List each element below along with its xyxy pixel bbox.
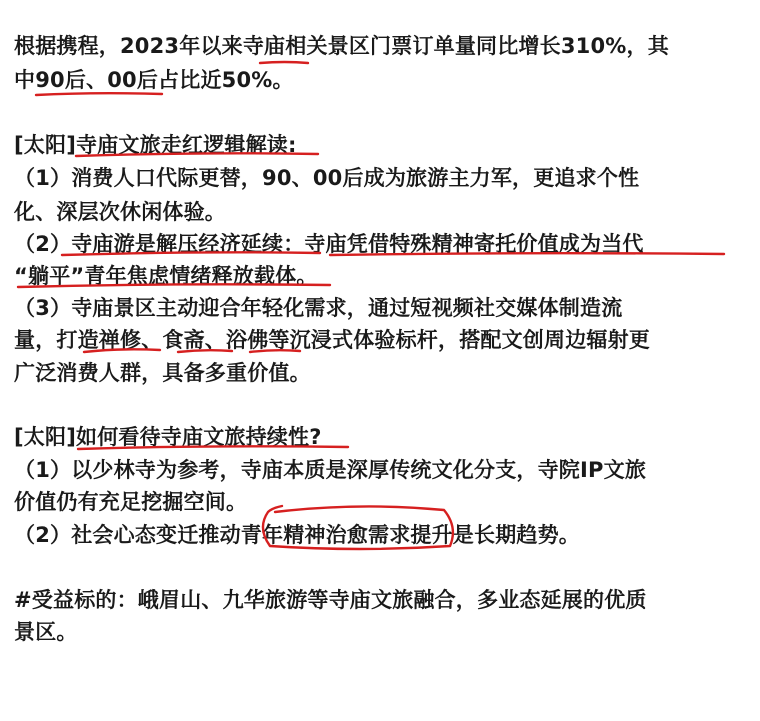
- intro-line-1: 根据携程，2023年以来寺庙相关景区门票订单量同比增长310%，其: [14, 34, 669, 58]
- underline-temple: [260, 62, 308, 63]
- intro-line-2: 中90后、00后占比近50%。: [14, 68, 294, 92]
- section1-item-line: （2）寺庙游是解压经济延续：寺庙凭借特殊精神寄托价值成为当代: [14, 232, 644, 256]
- section1-heading: [太阳]寺庙文旅走红逻辑解读:: [14, 133, 297, 157]
- footer-line-2: 景区。: [14, 620, 78, 644]
- section1-item-line: 广泛消费人群，具备多重价值。: [14, 361, 311, 385]
- section2-item-line: （1）以少林寺为参考，寺庙本质是深厚传统文化分支，寺院IP文旅: [14, 458, 647, 482]
- section1-item-line: “躺平”青年焦虑情绪释放载体。: [14, 264, 318, 288]
- footer-line-1: #受益标的：峨眉山、九华旅游等寺庙文旅融合，多业态延展的优质: [14, 588, 647, 612]
- section2-item-line: 价值仍有充足挖掘空间。: [14, 490, 248, 514]
- section1-item-line: （3）寺庙景区主动迎合年轻化需求，通过短视频社交媒体制造流: [14, 296, 623, 320]
- section2-heading: [太阳]如何看待寺庙文旅持续性?: [14, 425, 322, 449]
- section2-item-line: （2）社会心态变迁推动青年精神治愈需求提升是长期趋势。: [14, 523, 581, 547]
- section1-item-line: 量，打造禅修、食斋、浴佛等沉浸式体验标杆，搭配文创周边辐射更: [14, 328, 650, 352]
- section1-item-line: （1）消费人口代际更替，90、00后成为旅游主力军，更追求个性: [14, 166, 640, 190]
- section1-item-line: 化、深层次休闲体验。: [14, 200, 226, 224]
